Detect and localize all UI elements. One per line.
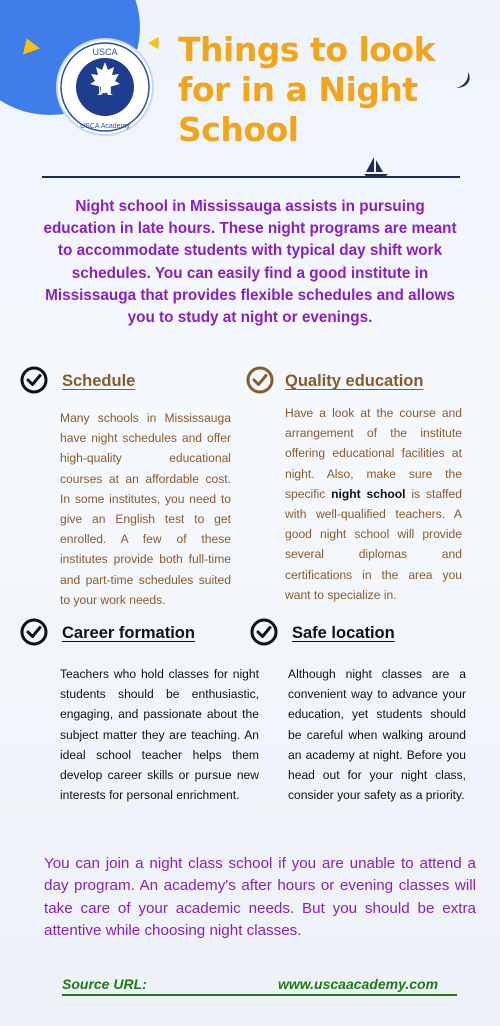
closing-paragraph: You can join a night class school if you are unable to attend a day program. An academy's after hours or evening classes will take care of your academic needs. But you should be extra attentive while choosing night classes. — [44, 855, 476, 939]
crescent-moon-icon — [452, 70, 474, 92]
section-heading-quality-education: Quality education — [285, 372, 424, 390]
svg-text:USCA Academy: USCA Academy — [80, 123, 130, 130]
svg-text:M: M — [96, 80, 114, 99]
source-underline — [62, 994, 457, 996]
highlighted-term: night school — [331, 486, 406, 501]
checkmark-circle-icon — [20, 366, 48, 394]
title-line-1: Things to look — [178, 30, 436, 69]
intro-paragraph: Night school in Mississauga assists in pursuing education in late hours. These night programs are meant to accommodate students with typical day shift work schedules. You can easily find a good institute in Mississauga that provides flexible schedules and allows you to study at night or evenings. — [43, 198, 457, 327]
section-body-career-formation: Teachers who hold classes for night students should be enthusiastic, engaging, and passionate about the subject matter they are teaching. An ideal school teacher helps them develop career skills or pursue new interests for personal enrichment. — [60, 667, 259, 803]
section-body-quality-education: Have a look at the course and arrangement of the institute offering educational facilities at night. Also, make sure the specific night school is staffed with well-qualified teachers. A good night school will provide several diplomas and certifications in the area you want to specialize in. — [285, 406, 462, 602]
checkmark-circle-icon — [246, 366, 274, 394]
section-heading-schedule: Schedule — [62, 372, 136, 390]
source-label: Source URL: — [62, 976, 147, 992]
section-heading-safe-location: Safe location — [292, 624, 395, 642]
section-body-schedule: Many schools in Mississauga have night schedules and offer high-quality educational courses at an affordable cost. In some institutes, you need to give an English test to get enrolled. A few of these institutes provide both full-time and part-time schedules suited to your work needs. — [60, 411, 231, 607]
usca-academy-logo — [58, 40, 152, 134]
source-url-link[interactable]: www.uscaacademy.com — [278, 976, 439, 992]
divider-line — [42, 176, 460, 178]
title-line-2: for in a Night — [178, 70, 418, 109]
logo-emblem — [58, 40, 152, 134]
page-title — [178, 30, 435, 150]
checkmark-circle-icon — [250, 618, 278, 646]
section-body-safe-location: Although night classes are a convenient way to advance your education, yet students should be careful when walking around an academy at night. Before you head out for your night class, consider your safety as a priority. — [288, 667, 466, 803]
svg-text:USCA: USCA — [92, 47, 118, 57]
title-line-3: School — [178, 110, 299, 149]
section-heading-career-formation: Career formation — [62, 624, 195, 642]
checkmark-circle-icon — [20, 618, 48, 646]
